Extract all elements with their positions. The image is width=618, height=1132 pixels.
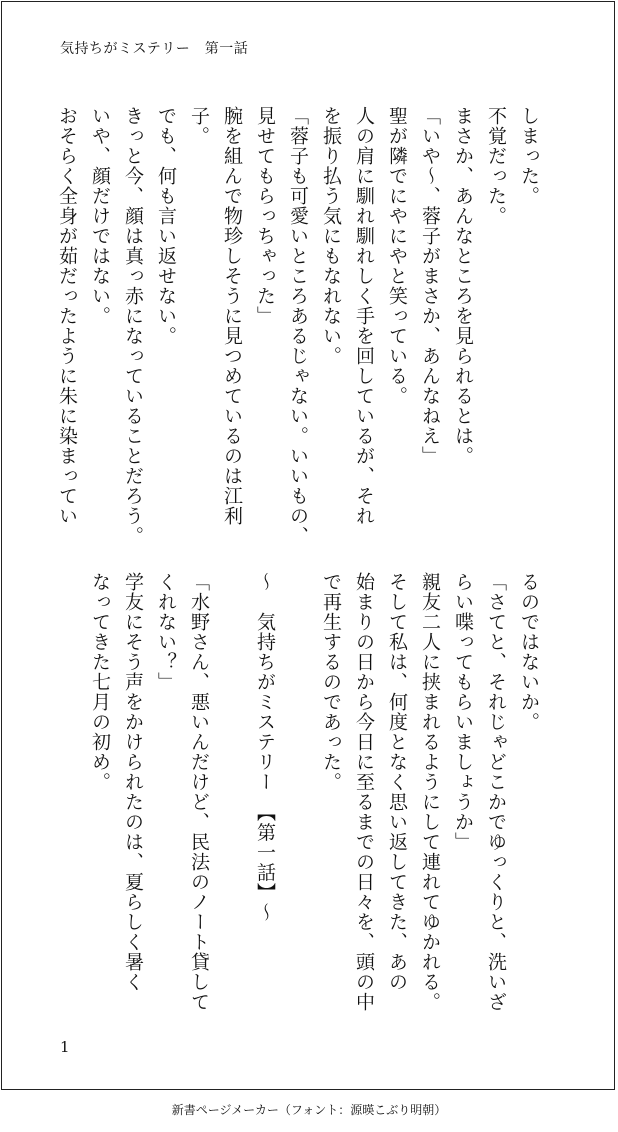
text-line: 「いや〜、蓉子がまさか、あんなねえ」 [419, 106, 441, 466]
text-line: で再生するのであった。 [320, 572, 342, 792]
text-line: 親友二人に挟まれるようにして連れてゆかれる。 [419, 572, 441, 1012]
text-line: を振り払う気にもなれない。 [320, 106, 342, 366]
text-line: なってきた七月の初め。 [89, 572, 111, 792]
text-line: 子。 [188, 106, 210, 146]
footer-credit: 新書ページメーカー（フォント：源暎こぶり明朝） [171, 1103, 447, 1117]
text-line: 聖が隣でにやにやと笑っている。 [386, 106, 408, 406]
bottom-text-block [83, 572, 545, 1022]
text-line: 始まりの日から今日に至るまでの日々を、頭の中 [353, 572, 375, 1012]
blank-line [281, 572, 314, 1022]
text-line: 「水野さん、悪いんだけど、民法のノート貸して [188, 572, 210, 1012]
text-line: くれない？」 [155, 572, 177, 692]
text-line: らい喋ってもらいましょうか」 [452, 572, 474, 852]
text-line: 腕を組んで物珍しそうに見つめているのは江利 [221, 106, 243, 526]
text-line: でも、何も言い返せない。 [155, 106, 177, 346]
text-line: るのではないか。 [518, 572, 540, 732]
text-line: そして私は、何度となく思い返してきた、あの [386, 572, 408, 992]
text-line: おそらく全身が茹だったように朱に染まってい [56, 106, 78, 526]
text-line: きっと今、顔は真っ赤になっていることだろう。 [122, 106, 144, 546]
text-line: まさか、あんなところを見られるとは。 [452, 106, 474, 466]
blank-line [215, 572, 248, 1022]
page-frame [1, 1, 615, 1090]
running-header: 気持ちがミステリー 第一話 [60, 41, 249, 57]
chapter-heading: 〜 気持ちがミステリー 【第一話】〜 [254, 572, 276, 923]
page-number: 1 [60, 1038, 70, 1056]
top-text-block [50, 106, 545, 546]
text-line: 「さてと、それじゃどこかでゆっくりと、洗いざ [485, 572, 507, 1012]
text-line: 見せてもらっちゃった」 [254, 106, 276, 326]
text-line: 人の肩に馴れ馴れしく手を回しているが、それ [353, 106, 375, 526]
text-line: 学友にそう声をかけられたのは、夏らしく暑く [122, 572, 144, 992]
text-line: しまった。 [518, 106, 540, 206]
text-line: いや、顔だけではない。 [89, 106, 111, 326]
text-line: 「蓉子も可愛いところあるじゃない。いいもの、 [287, 106, 309, 546]
text-line: 不覚だった。 [485, 106, 507, 226]
